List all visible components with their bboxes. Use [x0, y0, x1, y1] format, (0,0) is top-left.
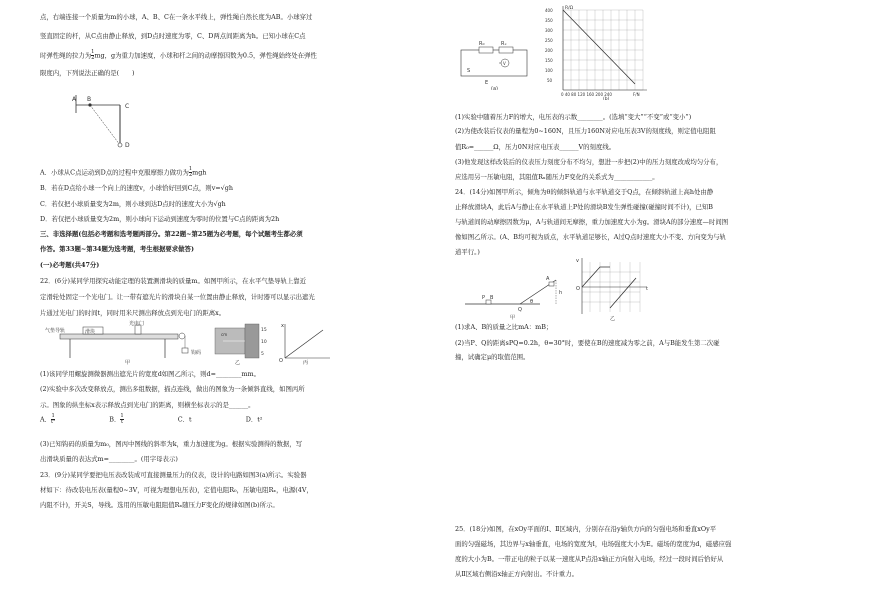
svg-text:100: 100: [545, 68, 553, 73]
fig-label: A: [72, 96, 77, 103]
fig-label: C: [125, 103, 130, 110]
svg-text:0 40 80 120 160 200 240: 0 40 80 120 160 200 240: [561, 92, 612, 97]
option-d: D．若仅把小球质量变为2m，则小球向下运动到速度为零时的位置与C点的距离为2h: [40, 215, 280, 223]
svg-text:400: 400: [545, 8, 553, 13]
svg-text:R/Ω: R/Ω: [565, 6, 574, 11]
svg-text:t: t: [646, 286, 648, 292]
q-text-line: 片通过光电门的时间t，同时用米尺测出释放点到光电门的距离x。: [40, 309, 226, 317]
q-text-line: (3)他发现这样改装后的仪表压力刻度分布不均匀，想进一步把(2)中的压力刻度改成均匀分布，: [455, 158, 723, 166]
q-text-line: 材如下：待改装电压表(量程0~3V，可视为理想电压表)，定值电阻R₀，压敏电阻Rₓ，电源(4V，: [40, 486, 313, 494]
q-text-line: (2)当P、Q的距离sPQ=0.2h，θ=30°时，要使在B的速度减为零之前，A与B能发生第二次碰: [455, 339, 720, 347]
q-text-line: 撞，试确定μ的取值范围。: [455, 353, 530, 361]
svg-text:F/N: F/N: [633, 92, 640, 97]
svg-text:350: 350: [545, 18, 553, 23]
svg-text:θ: θ: [530, 299, 534, 305]
svg-text:10: 10: [261, 340, 267, 345]
svg-text:200: 200: [545, 48, 553, 53]
svg-text:(a): (a): [491, 86, 498, 90]
svg-text:300: 300: [545, 28, 553, 33]
q-text-line: 应选用另一压敏电阻，其阻值Rₓ随压力F变化的关系式为____________。: [455, 173, 659, 181]
svg-text:V: V: [503, 61, 506, 66]
svg-text:15: 15: [261, 328, 267, 333]
circuit-figure-a: [455, 38, 535, 90]
q22-options: A． $\frac{1}{\text{t²}}$ B． $\frac{1}{t}$ C．t D．t²: [40, 413, 263, 426]
q-text-line: 值R₀=______Ω，压力0N对应电压表______V的刻度线。: [455, 143, 616, 151]
q-text-line: 道平行。): [455, 248, 480, 256]
svg-text:x: x: [281, 323, 284, 329]
q-text-line: 23．(9分)某同学要把电压表改装成可直接测量压力的仪表，设计的电路如图3(a)所示。实验器: [40, 471, 307, 479]
q-text-line: 内阻不计)，开关S，导线。选用的压敏电阻阻值Rₓ随压力F变化的规律如图(b)所示。: [40, 501, 279, 509]
section-heading: 作答。第33题~第34题为选考题，考生根据要求做答): [40, 245, 194, 253]
q-text-line: 25．(18分)如图，在xOy平面的Ⅰ、Ⅱ区域内，分别存在沿y轴负方向的匀强电场和垂直xOy平: [455, 525, 717, 533]
q-text-line: 面的匀强磁场，其边界与x轴垂直，电场的宽度为l，电场强度大小为E。磁场的宽度为d，磁感应强: [455, 540, 732, 548]
subsection-heading: (一)必考题(共47分): [40, 261, 100, 269]
svg-text:气垫导轨: 气垫导轨: [45, 328, 66, 334]
svg-text:B: B: [490, 295, 494, 301]
svg-text:O: O: [279, 358, 283, 364]
svg-text:cm: cm: [221, 332, 228, 337]
q-text-line: 竖直固定的杆，从C点由静止释放，到D点时速度为零，C、D两点间距离为h。已知小球在C点: [40, 32, 306, 40]
q-text-line: 22．(6分)某同学用探究动能定理的装置测滑块的质量m。如图甲所示，在水平气垫导轨上靠近: [40, 277, 307, 285]
svg-text:钩码: 钩码: [191, 350, 202, 356]
q-text-line: (2)为使改装后仪表的量程为0~160N，且压力160N对应电压表3V的刻度线，则定值电阻阻: [455, 127, 716, 135]
section-heading: 三、非选择题(包括必考题和选考题两部分。第22题~第25题为必考题，每个试题考生都必须: [40, 230, 303, 238]
resistance-force-graph-b: [543, 4, 653, 100]
experiment-figure-22: [45, 320, 385, 365]
incline-figure-24: [460, 256, 680, 321]
q-text-line: 像如图乙所示。(A、B均可视为质点，水平轨道足够长，A过Q点时速度大小不变、方向变为与轨: [455, 233, 726, 241]
svg-text:A: A: [546, 276, 550, 282]
svg-text:O: O: [576, 286, 580, 292]
q-text-line: 24．(14分)如图甲所示，倾角为θ的倾斜轨道与水平轨道交于Q点，在倾斜轨道上高h处由静: [455, 188, 714, 196]
q-text-line: 出滑块质量的表达式m=________。(用字母表示): [40, 455, 178, 463]
q-text-line: 从Ⅱ区域右侧沿x轴正方向射出。不计重力。: [455, 570, 578, 578]
svg-text:甲: 甲: [510, 315, 516, 321]
svg-text:丙: 丙: [303, 360, 309, 365]
option-a: A．小球从C点运动到D点的过程中克服摩擦力做功为 $\frac{1}{2}$ mgh: [40, 166, 207, 179]
rope-rod-figure: [70, 85, 170, 150]
q-text-line: (3)已知钩码的质量为m₀，图丙中图线的斜率为k，重力加速度为g。根据实验测得的数据，写: [40, 440, 303, 448]
svg-text:乙: 乙: [235, 360, 241, 365]
svg-text:v: v: [576, 258, 579, 264]
q-text-line: (1)求A、B的质量之比mA：mB；: [455, 323, 553, 331]
svg-text:滑块: 滑块: [85, 329, 96, 335]
svg-text:50: 50: [547, 78, 553, 83]
q-text-line: 示。图象的纵坐标x表示释放点到光电门的距离，则横坐标表示的是______。: [40, 401, 255, 409]
svg-text:P: P: [482, 295, 486, 301]
q-text-line: 与轨道间的动摩擦因数为μ，A与轨道间无摩擦，重力加速度大小为g。滑块A的部分速度—时间图: [455, 218, 729, 226]
q-text-line: 限度内，下列说法正确的是( ): [40, 69, 135, 77]
svg-text:(b): (b): [603, 97, 610, 100]
svg-text:S: S: [467, 68, 471, 74]
svg-text:5: 5: [261, 352, 264, 357]
q-text-line: 点，右端连接一个质量为m的小球，A、B、C在一条水平线上，弹性绳自然长度为AB。小球穿过: [40, 13, 313, 21]
q-text-line: 定滑轮处固定一个光电门。让一带有遮光片的滑块自某一位置由静止释放，计时器可以显示出遮光: [40, 293, 315, 301]
q-text-line: (1)实验中随着压力F的增大，电压表的示数________。(选填“变大”“不变”或“变小”): [455, 113, 692, 121]
option-b: B．若在D点给小球一个向上的速度v，小球恰好回到C点，则v=√gh: [40, 184, 233, 192]
svg-text:乙: 乙: [610, 316, 616, 321]
svg-text:R₀: R₀: [479, 41, 485, 47]
q-text-line: 止释放滑块A，此后A与静止在水平轨道上P处的滑块B发生弹性碰撞(碰撞时间不计)，已知B: [455, 203, 713, 211]
svg-text:h: h: [559, 290, 563, 296]
svg-text:光电门: 光电门: [129, 321, 145, 327]
svg-text:甲: 甲: [125, 360, 131, 365]
fraction: $\frac{1}{2}$: [91, 49, 95, 62]
fig-label: D: [125, 142, 130, 149]
q-text-line: (1)该同学用螺旋测微器测出遮光片的宽度d如图乙所示，则d=________mm。: [40, 370, 261, 378]
svg-text:Q: Q: [518, 307, 522, 313]
q-text-line: (2)实验中多次改变释放点，测出多组数据，描点连线，做出的图象为一条倾斜直线，如图丙所: [40, 385, 305, 393]
fig-label: B: [87, 96, 92, 103]
q-text-line: 度的大小为B。一带正电的粒子以某一速度从P点沿x轴正方向射入电场，经过一段时间后恰好从: [455, 555, 724, 563]
svg-text:E: E: [485, 80, 489, 86]
q-text-line: 时弹性绳的拉力为 $\frac{1}{2}$ mg，g为重力加速度，小球和杆之间的动摩擦因数为0.5，弹性绳始终处在弹性: [40, 49, 317, 62]
svg-text:150: 150: [545, 58, 553, 63]
svg-text:Rₓ: Rₓ: [501, 41, 507, 47]
option-c: C．若仅把小球质量变为2m，则小球到达D点时的速度大小为√gh: [40, 200, 226, 208]
svg-text:250: 250: [545, 38, 553, 43]
